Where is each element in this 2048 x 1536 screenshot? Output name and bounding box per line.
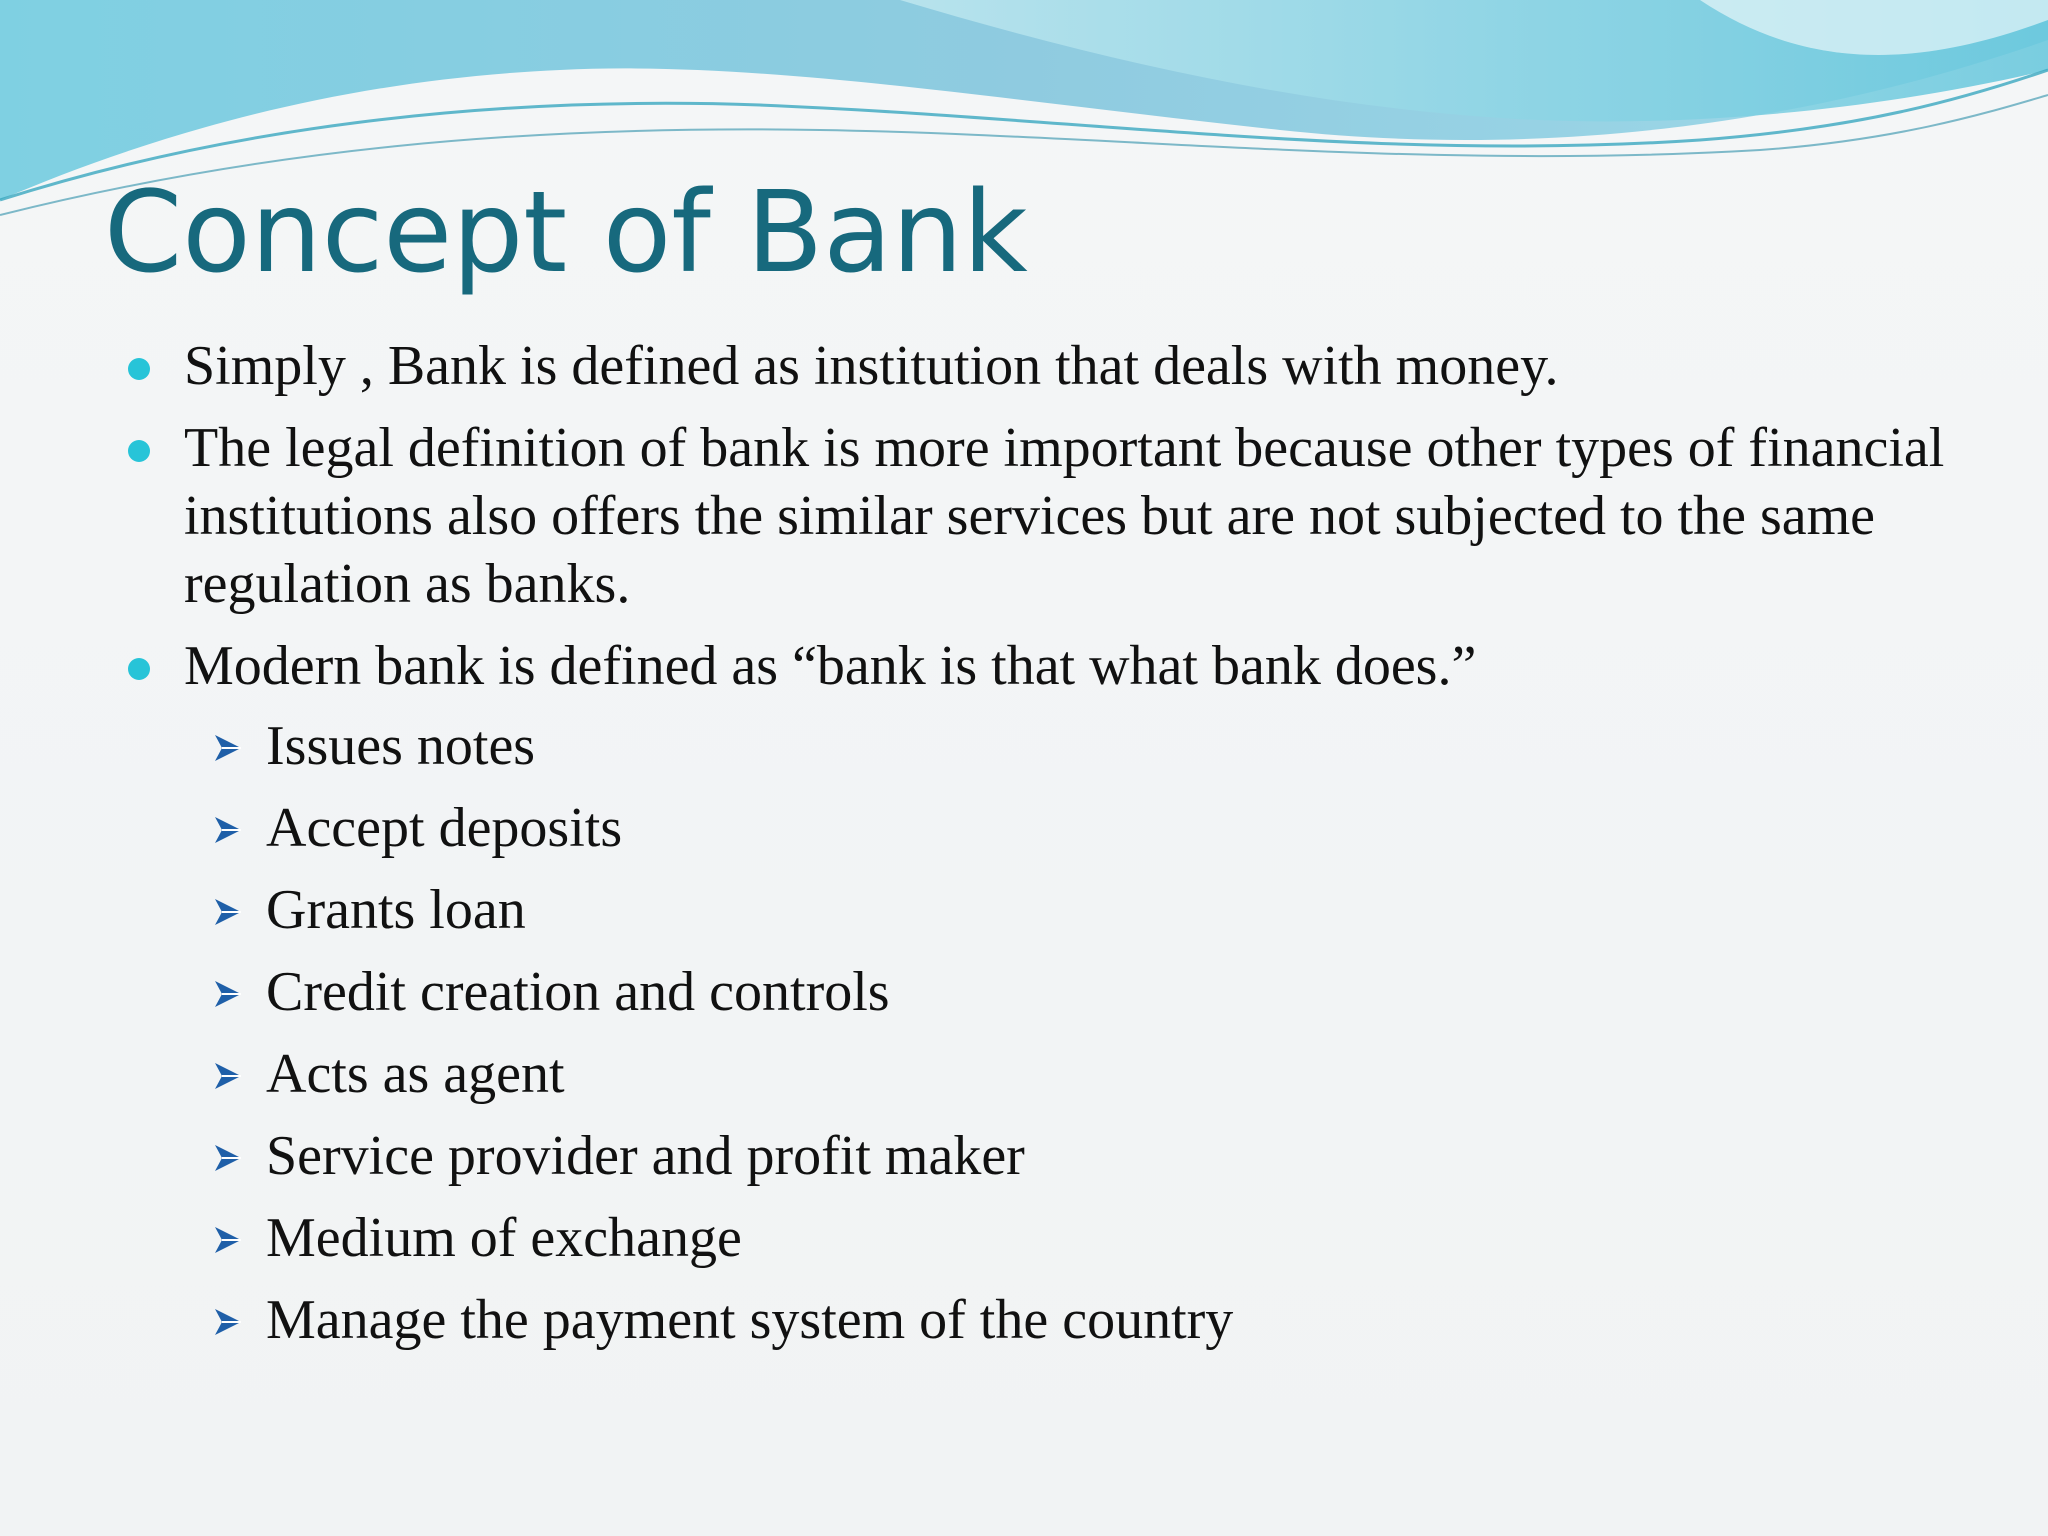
arrow-right-icon — [212, 978, 244, 1010]
arrow-right-icon — [212, 1306, 244, 1338]
function-text: Accept deposits — [266, 797, 623, 859]
bullet-text: Modern bank is defined as “bank is that what bank does.” — [184, 635, 1477, 697]
bullet-text: Simply , Bank is defined as institution that deals with money. — [184, 335, 1559, 397]
arrow-right-icon — [212, 1224, 244, 1256]
function-item — [0, 1040, 2048, 1108]
function-item — [0, 1204, 2048, 1272]
function-text: Medium of exchange — [266, 1207, 742, 1269]
main-bullet-list — [0, 332, 2048, 714]
function-text: Acts as agent — [266, 1043, 565, 1105]
bullet-item — [0, 332, 2048, 400]
arrow-right-icon — [212, 814, 244, 846]
function-text: Manage the payment system of the country — [266, 1289, 1234, 1351]
arrow-right-icon — [212, 1142, 244, 1174]
function-item — [0, 794, 2048, 862]
filled-circle-icon — [128, 358, 150, 380]
bullet-item — [0, 414, 2048, 618]
arrow-right-icon — [212, 732, 244, 764]
bullet-item — [0, 632, 2048, 700]
function-item — [0, 712, 2048, 780]
bank-functions-list — [0, 712, 2048, 1368]
function-item — [0, 958, 2048, 1026]
function-item — [0, 1122, 2048, 1190]
filled-circle-icon — [128, 658, 150, 680]
arrow-right-icon — [212, 896, 244, 928]
function-item — [0, 1286, 2048, 1354]
arrow-right-icon — [212, 1060, 244, 1092]
function-text: Credit creation and controls — [266, 961, 890, 1023]
filled-circle-icon — [128, 440, 150, 462]
function-text: Grants loan — [266, 879, 526, 941]
function-item — [0, 876, 2048, 944]
slide-title: Concept of Bank — [104, 168, 1028, 298]
function-text: Issues notes — [266, 715, 536, 777]
bullet-text: The legal definition of bank is more important because other types of financial institutions also offers the similar services but are not subjected to the same regulation as banks. — [184, 417, 1945, 615]
function-text: Service provider and profit maker — [266, 1125, 1025, 1187]
